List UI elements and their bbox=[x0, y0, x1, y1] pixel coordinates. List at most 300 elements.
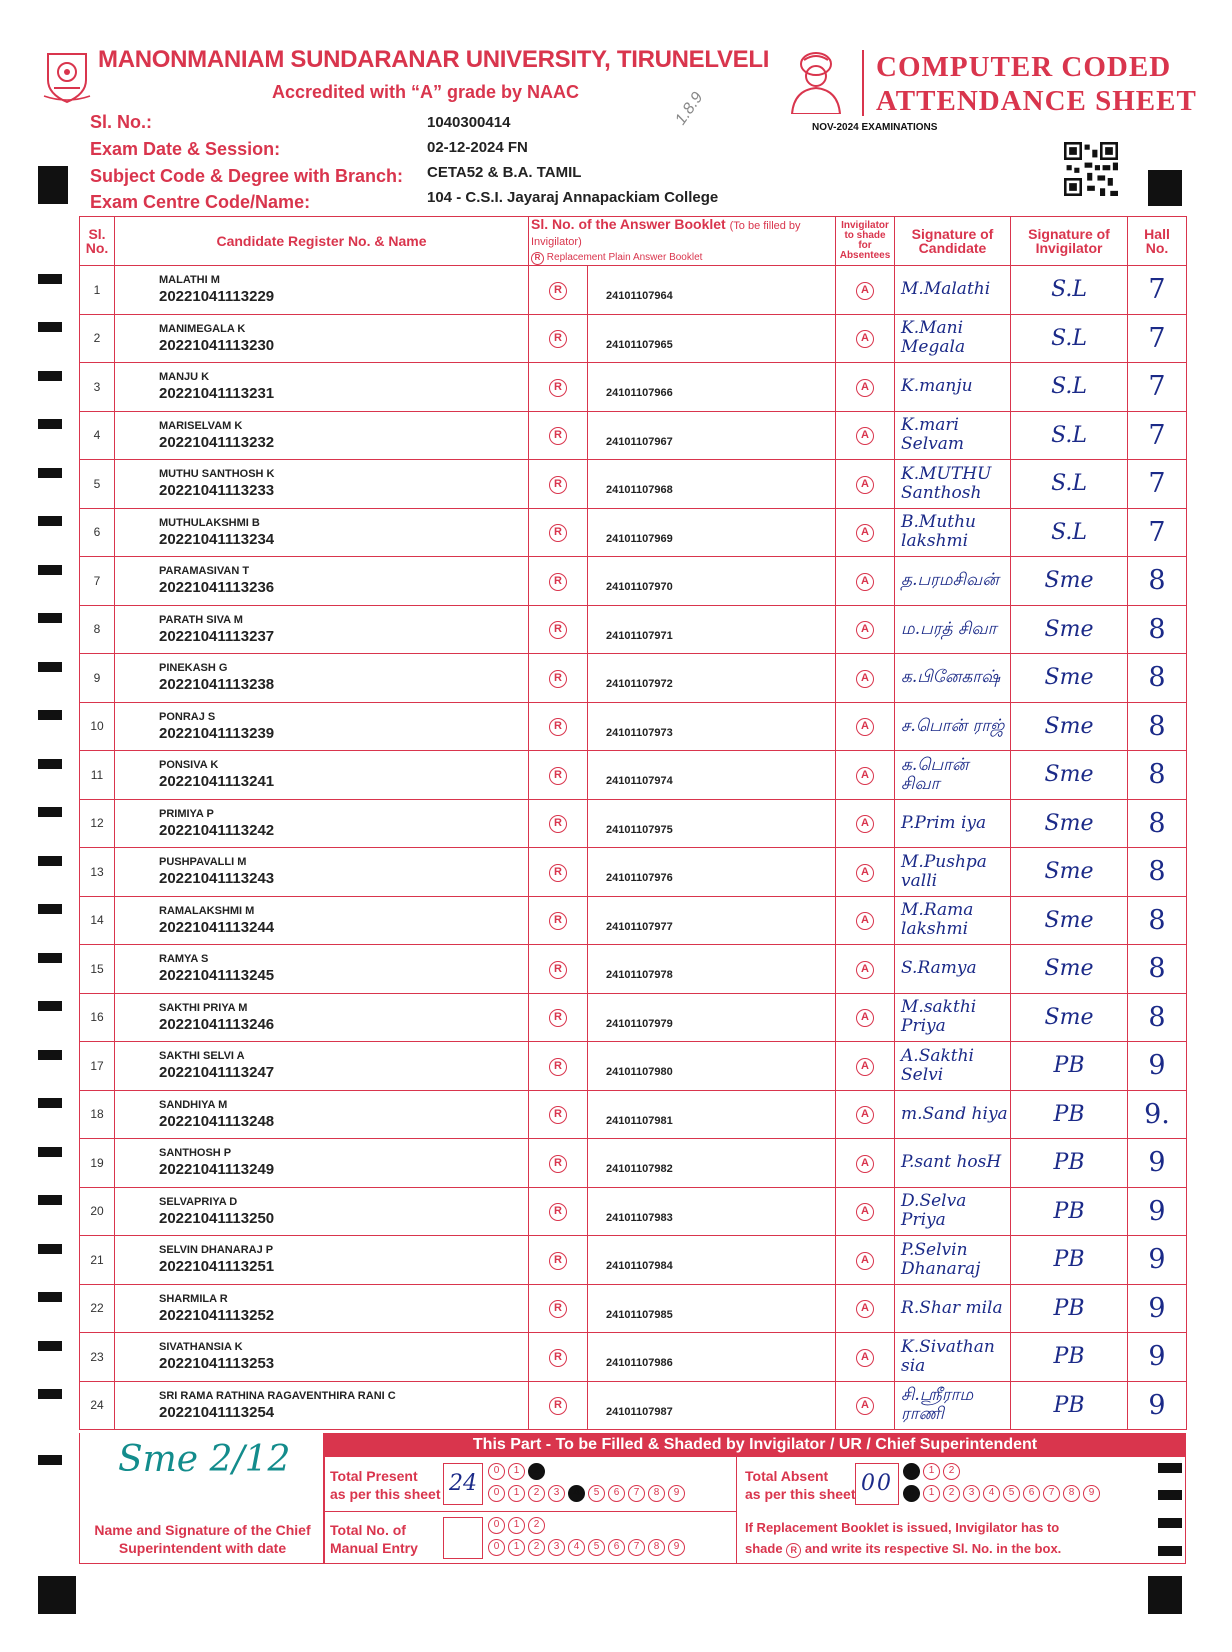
booklet-number[interactable]: 24101107985 bbox=[588, 1284, 836, 1333]
invigilator-signature[interactable]: PB bbox=[1011, 1139, 1128, 1188]
absent-tens-bubble[interactable]: 1 bbox=[923, 1463, 940, 1480]
present-units-bubble[interactable]: 9 bbox=[668, 1485, 685, 1502]
candidate-signature[interactable]: K.manju bbox=[895, 363, 1011, 412]
replacement-cell bbox=[529, 1090, 588, 1139]
row-sl-no: 12 bbox=[80, 799, 115, 848]
manual-units-bubble[interactable]: 7 bbox=[628, 1539, 645, 1556]
absent-tens-bubble[interactable]: 0 bbox=[903, 1463, 920, 1480]
absent-bubble[interactable]: A bbox=[856, 1106, 874, 1124]
row-sl-no: 23 bbox=[80, 1333, 115, 1382]
replacement-note bbox=[745, 1517, 1061, 1559]
absent-bubble[interactable]: A bbox=[856, 815, 874, 833]
booklet-number[interactable]: 24101107970 bbox=[588, 557, 836, 606]
booklet-number[interactable]: 24101107976 bbox=[588, 848, 836, 897]
candidate-signature[interactable]: P.Selvin Dhanaraj bbox=[895, 1236, 1011, 1285]
sheet-title bbox=[876, 50, 1197, 118]
row-sl-no: 20 bbox=[80, 1187, 115, 1236]
manual-units-bubble[interactable]: 6 bbox=[608, 1539, 625, 1556]
absent-bubble[interactable]: A bbox=[856, 476, 874, 494]
manual-units-bubble[interactable]: 2 bbox=[528, 1539, 545, 1556]
table-row bbox=[80, 314, 1187, 363]
invigilator-signature[interactable]: Sme bbox=[1011, 993, 1128, 1042]
replacement-bubble[interactable]: R bbox=[549, 427, 567, 445]
hall-number[interactable]: 8 bbox=[1128, 605, 1187, 654]
absent-units-bubble[interactable]: 9 bbox=[1083, 1485, 1100, 1502]
hall-number[interactable]: 7 bbox=[1128, 460, 1187, 509]
absent-units-bubble[interactable]: 6 bbox=[1023, 1485, 1040, 1502]
hall-number[interactable]: 8 bbox=[1128, 896, 1187, 945]
total-absent-label-1: Total Absent bbox=[745, 1468, 829, 1484]
replacement-bubble[interactable]: R bbox=[549, 621, 567, 639]
candidate-signature[interactable]: R.Shar mila bbox=[895, 1284, 1011, 1333]
replacement-cell bbox=[529, 751, 588, 800]
invigilator-signature[interactable]: S.L bbox=[1011, 363, 1128, 412]
replacement-cell bbox=[529, 848, 588, 897]
invigilator-signature[interactable]: Sme bbox=[1011, 848, 1128, 897]
hall-number[interactable]: 7 bbox=[1128, 508, 1187, 557]
invigilator-signature[interactable]: Sme bbox=[1011, 605, 1128, 654]
absent-bubble[interactable]: A bbox=[856, 912, 874, 930]
absent-tens-bubbles[interactable] bbox=[903, 1463, 963, 1480]
replacement-bubble[interactable]: R bbox=[549, 815, 567, 833]
absent-bubble[interactable]: A bbox=[856, 961, 874, 979]
replacement-cell bbox=[529, 1187, 588, 1236]
candidate-name: SANDHIYA M bbox=[159, 1098, 228, 1111]
row-candidate bbox=[115, 508, 529, 557]
booklet-number[interactable]: 24101107965 bbox=[588, 314, 836, 363]
replacement-bubble[interactable]: R bbox=[549, 282, 567, 300]
present-units-bubble[interactable]: 2 bbox=[528, 1485, 545, 1502]
invigilator-signature[interactable]: PB bbox=[1011, 1333, 1128, 1382]
replacement-bubble[interactable]: R bbox=[549, 1203, 567, 1221]
manual-tens-bubbles[interactable] bbox=[488, 1517, 548, 1534]
absent-cell bbox=[836, 896, 895, 945]
replacement-bubble[interactable]: R bbox=[549, 1155, 567, 1173]
hall-number[interactable]: 8 bbox=[1128, 654, 1187, 703]
present-units-bubble[interactable]: 5 bbox=[588, 1485, 605, 1502]
absent-bubble[interactable]: A bbox=[856, 427, 874, 445]
replacement-bubble[interactable]: R bbox=[549, 524, 567, 542]
absent-bubble[interactable]: A bbox=[856, 1300, 874, 1318]
candidate-name: SHARMILA R bbox=[159, 1292, 228, 1305]
invigilator-signature[interactable]: Sme bbox=[1011, 799, 1128, 848]
register-number: 20221041113233 bbox=[159, 482, 275, 500]
replacement-cell bbox=[529, 993, 588, 1042]
absent-bubble[interactable]: A bbox=[856, 282, 874, 300]
candidate-name: MARISELVAM K bbox=[159, 419, 243, 432]
invigilator-signature[interactable]: Sme bbox=[1011, 945, 1128, 994]
invigilator-signature[interactable]: PB bbox=[1011, 1187, 1128, 1236]
candidate-signature[interactable]: M.Malathi bbox=[895, 266, 1011, 315]
university-logo-icon bbox=[42, 50, 92, 104]
booklet-number[interactable]: 24101107974 bbox=[588, 751, 836, 800]
row-sl-no: 8 bbox=[80, 605, 115, 654]
manual-tens-bubble[interactable]: 2 bbox=[528, 1517, 545, 1534]
invigilator-signature[interactable]: PB bbox=[1011, 1090, 1128, 1139]
replacement-cell bbox=[529, 1333, 588, 1382]
invigilator-signature[interactable]: S.L bbox=[1011, 460, 1128, 509]
panel-divider-h bbox=[325, 1511, 736, 1512]
timing-mark bbox=[38, 1244, 62, 1254]
row-candidate bbox=[115, 1381, 529, 1430]
hall-number[interactable]: 7 bbox=[1128, 363, 1187, 412]
invigilator-signature[interactable]: Sme bbox=[1011, 702, 1128, 751]
sheet-title-line-2: ATTENDANCE SHEET bbox=[876, 85, 1197, 117]
absent-cell bbox=[836, 1187, 895, 1236]
manual-units-bubble[interactable]: 4 bbox=[568, 1539, 585, 1556]
replacement-bubble[interactable]: R bbox=[549, 1058, 567, 1076]
candidate-signature[interactable]: P.Prim iya bbox=[895, 799, 1011, 848]
booklet-number[interactable]: 24101107979 bbox=[588, 993, 836, 1042]
replacement-bubble[interactable]: R bbox=[549, 1349, 567, 1367]
absent-cell bbox=[836, 1139, 895, 1188]
present-units-bubbles[interactable] bbox=[488, 1485, 688, 1502]
manual-units-bubbles[interactable] bbox=[488, 1539, 688, 1556]
replacement-cell bbox=[529, 508, 588, 557]
candidate-signature[interactable]: m.Sand hiya bbox=[895, 1090, 1011, 1139]
candidate-name: PARATH SIVA M bbox=[159, 613, 243, 626]
replacement-note-shade: shade bbox=[745, 1541, 783, 1556]
register-number: 20221041113250 bbox=[159, 1209, 275, 1227]
replacement-bubble[interactable]: R bbox=[549, 379, 567, 397]
candidate-signature[interactable]: M.sakthi Priya bbox=[895, 993, 1011, 1042]
booklet-number[interactable]: 24101107980 bbox=[588, 1042, 836, 1091]
subject-value: CETA52 & B.A. TAMIL bbox=[427, 164, 582, 181]
candidate-name: RAMYA S bbox=[159, 953, 209, 966]
hall-number[interactable]: 9 bbox=[1128, 1187, 1187, 1236]
candidate-signature[interactable]: A.Sakthi Selvi bbox=[895, 1042, 1011, 1091]
booklet-number[interactable]: 24101107969 bbox=[588, 508, 836, 557]
present-tens-bubble[interactable]: 0 bbox=[488, 1463, 505, 1480]
hall-number[interactable]: 8 bbox=[1128, 848, 1187, 897]
absent-units-bubble[interactable]: 7 bbox=[1043, 1485, 1060, 1502]
candidate-signature[interactable]: M.Rama lakshmi bbox=[895, 896, 1011, 945]
row-sl-no: 16 bbox=[80, 993, 115, 1042]
replacement-cell bbox=[529, 896, 588, 945]
absent-units-bubble[interactable]: 5 bbox=[1003, 1485, 1020, 1502]
col-hall-text-1: Hall bbox=[1144, 226, 1170, 242]
replacement-bubble[interactable]: R bbox=[549, 1397, 567, 1415]
candidate-signature[interactable]: M.Pushpa valli bbox=[895, 848, 1011, 897]
register-number: 20221041113244 bbox=[159, 918, 275, 936]
booklet-number[interactable]: 24101107981 bbox=[588, 1090, 836, 1139]
absent-units-bubble[interactable]: 2 bbox=[943, 1485, 960, 1502]
hall-number[interactable]: 9 bbox=[1128, 1042, 1187, 1091]
invigilator-signature[interactable]: PB bbox=[1011, 1381, 1128, 1430]
present-units-bubble[interactable]: 1 bbox=[508, 1485, 525, 1502]
candidate-name: MUTHULAKSHMI B bbox=[159, 516, 260, 529]
register-number: 20221041113246 bbox=[159, 1015, 275, 1033]
present-units-bubble[interactable]: 6 bbox=[608, 1485, 625, 1502]
chief-signature: Sme 2/12 bbox=[118, 1439, 291, 1480]
invigilator-section-bar: This Part - To be Filled & Shaded by Invigilator / UR / Chief Superintendent bbox=[324, 1433, 1186, 1457]
booklet-number[interactable]: 24101107968 bbox=[588, 460, 836, 509]
manual-tens-bubble[interactable]: 1 bbox=[508, 1517, 525, 1534]
candidate-name: SANTHOSH P bbox=[159, 1147, 232, 1160]
invigilator-signature[interactable]: S.L bbox=[1011, 508, 1128, 557]
candidate-signature[interactable]: B.Muthu lakshmi bbox=[895, 508, 1011, 557]
replacement-note-line-2: and write its respective Sl. No. in the box. bbox=[804, 1541, 1062, 1556]
manual-units-bubble[interactable]: 8 bbox=[648, 1539, 665, 1556]
row-candidate bbox=[115, 799, 529, 848]
hall-number[interactable]: 9 bbox=[1128, 1236, 1187, 1285]
hall-number[interactable]: 8 bbox=[1128, 557, 1187, 606]
total-absent-box[interactable]: 00 bbox=[855, 1463, 899, 1505]
row-candidate bbox=[115, 848, 529, 897]
col-candidate-signature bbox=[895, 217, 1011, 266]
hall-number[interactable]: 8 bbox=[1128, 945, 1187, 994]
replacement-bubble[interactable]: R bbox=[549, 718, 567, 736]
absent-units-bubble[interactable]: 8 bbox=[1063, 1485, 1080, 1502]
hall-number[interactable]: 9 bbox=[1128, 1381, 1187, 1430]
present-units-bubble[interactable]: 3 bbox=[548, 1485, 565, 1502]
row-sl-no: 4 bbox=[80, 411, 115, 460]
replacement-bubble[interactable]: R bbox=[549, 573, 567, 591]
hall-number[interactable]: 7 bbox=[1128, 314, 1187, 363]
absent-bubble[interactable]: A bbox=[856, 1252, 874, 1270]
replacement-bubble[interactable]: R bbox=[549, 476, 567, 494]
absent-bubble[interactable]: A bbox=[856, 864, 874, 882]
invigilator-signature[interactable]: Sme bbox=[1011, 654, 1128, 703]
absent-bubble[interactable]: A bbox=[856, 573, 874, 591]
hall-number[interactable]: 9. bbox=[1128, 1090, 1187, 1139]
replacement-cell bbox=[529, 1284, 588, 1333]
booklet-number[interactable]: 24101107982 bbox=[588, 1139, 836, 1188]
chief-label: Name and Signature of the Chief Superintendent with date bbox=[94, 1522, 311, 1556]
row-candidate bbox=[115, 1187, 529, 1236]
replacement-bubble[interactable]: R bbox=[549, 961, 567, 979]
booklet-number[interactable]: 24101107966 bbox=[588, 363, 836, 412]
invigilator-signature[interactable]: Sme bbox=[1011, 557, 1128, 606]
timing-mark bbox=[38, 710, 62, 720]
col-sig-i-text-2: Invigilator bbox=[1035, 240, 1103, 256]
candidate-name: PONSIVA K bbox=[159, 759, 219, 772]
replacement-bubble[interactable]: R bbox=[549, 1106, 567, 1124]
register-number: 20221041113237 bbox=[159, 627, 275, 645]
booklet-number[interactable]: 24101107986 bbox=[588, 1333, 836, 1382]
timing-mark bbox=[38, 662, 62, 672]
register-number: 20221041113247 bbox=[159, 1064, 275, 1082]
candidate-signature[interactable]: க.பொன் சிவா bbox=[895, 751, 1011, 800]
present-tens-bubble[interactable]: 2 bbox=[528, 1463, 545, 1480]
replacement-bubble[interactable]: R bbox=[549, 767, 567, 785]
candidate-signature[interactable]: K.Sivathan sia bbox=[895, 1333, 1011, 1382]
col-absentee-shade bbox=[836, 217, 895, 266]
absent-bubble[interactable]: A bbox=[856, 670, 874, 688]
hall-number[interactable]: 9 bbox=[1128, 1139, 1187, 1188]
booklet-number[interactable]: 24101107967 bbox=[588, 411, 836, 460]
manual-units-bubble[interactable]: 0 bbox=[488, 1539, 505, 1556]
invigilator-signature[interactable]: Sme bbox=[1011, 751, 1128, 800]
replacement-bubble[interactable]: R bbox=[549, 330, 567, 348]
chief-superintendent-box bbox=[79, 1433, 324, 1564]
candidate-signature[interactable]: K.Mani Megala bbox=[895, 314, 1011, 363]
absent-cell bbox=[836, 605, 895, 654]
col-hall-no bbox=[1128, 217, 1187, 266]
replacement-bubble[interactable]: R bbox=[549, 1009, 567, 1027]
candidate-signature[interactable]: ச.பொன் ராஜ் bbox=[895, 702, 1011, 751]
col-booklet-note: (To be filled by Invigilator) bbox=[531, 220, 801, 248]
manual-units-bubble[interactable]: 5 bbox=[588, 1539, 605, 1556]
row-candidate bbox=[115, 702, 529, 751]
row-sl-no: 6 bbox=[80, 508, 115, 557]
hall-number[interactable]: 8 bbox=[1128, 993, 1187, 1042]
invigilator-signature[interactable]: S.L bbox=[1011, 314, 1128, 363]
absent-bubble[interactable]: A bbox=[856, 524, 874, 542]
replacement-cell bbox=[529, 799, 588, 848]
present-units-bubble[interactable]: 7 bbox=[628, 1485, 645, 1502]
present-units-bubble[interactable]: 4 bbox=[568, 1485, 585, 1502]
hall-number[interactable]: 9 bbox=[1128, 1333, 1187, 1382]
absent-bubble[interactable]: A bbox=[856, 1203, 874, 1221]
booklet-number[interactable]: 24101107975 bbox=[588, 799, 836, 848]
sl-no-label: Sl. No.: bbox=[90, 112, 152, 132]
register-number: 20221041113254 bbox=[159, 1403, 275, 1421]
absent-cell bbox=[836, 1090, 895, 1139]
replacement-bubble[interactable]: R bbox=[549, 670, 567, 688]
hall-number[interactable]: 8 bbox=[1128, 702, 1187, 751]
absent-bubble[interactable]: A bbox=[856, 767, 874, 785]
replacement-cell bbox=[529, 702, 588, 751]
candidate-signature[interactable]: K.mari Selvam bbox=[895, 411, 1011, 460]
invigilator-signature[interactable]: PB bbox=[1011, 1042, 1128, 1091]
manual-entry-label-1: Total No. of bbox=[330, 1522, 406, 1538]
hall-number[interactable]: 8 bbox=[1128, 799, 1187, 848]
header-divider bbox=[862, 50, 864, 116]
row-sl-no: 13 bbox=[80, 848, 115, 897]
row-candidate bbox=[115, 654, 529, 703]
absent-cell bbox=[836, 1284, 895, 1333]
candidate-signature[interactable]: D.Selva Priya bbox=[895, 1187, 1011, 1236]
timing-mark bbox=[38, 322, 62, 332]
absent-tens-bubble[interactable]: 2 bbox=[943, 1463, 960, 1480]
hall-number[interactable]: 7 bbox=[1128, 266, 1187, 315]
replacement-bubble[interactable]: R bbox=[549, 912, 567, 930]
replacement-cell bbox=[529, 1139, 588, 1188]
absent-bubble[interactable]: A bbox=[856, 621, 874, 639]
table-row bbox=[80, 508, 1187, 557]
row-candidate bbox=[115, 1333, 529, 1382]
present-tens-bubble[interactable]: 1 bbox=[508, 1463, 525, 1480]
candidate-signature[interactable]: க.பினேகாஷ் bbox=[895, 654, 1011, 703]
invigilator-signature[interactable]: PB bbox=[1011, 1236, 1128, 1285]
booklet-number[interactable]: 24101107983 bbox=[588, 1187, 836, 1236]
candidate-name: SELVIN DHANARAJ P bbox=[159, 1244, 274, 1257]
total-absent-label bbox=[745, 1467, 856, 1503]
accreditation-text: Accredited with “A” grade by NAAC bbox=[272, 82, 580, 102]
invigilator-signature[interactable]: S.L bbox=[1011, 411, 1128, 460]
hall-number[interactable]: 9 bbox=[1128, 1284, 1187, 1333]
absent-units-bubble[interactable]: 1 bbox=[923, 1485, 940, 1502]
register-number: 20221041113253 bbox=[159, 1355, 275, 1373]
absent-bubble[interactable]: A bbox=[856, 1349, 874, 1367]
manual-tens-bubble[interactable]: 0 bbox=[488, 1517, 505, 1534]
manual-units-bubble[interactable]: 3 bbox=[548, 1539, 565, 1556]
register-number: 20221041113236 bbox=[159, 579, 275, 597]
absent-bubble[interactable]: A bbox=[856, 330, 874, 348]
register-number: 20221041113248 bbox=[159, 1112, 275, 1130]
absent-units-bubbles[interactable] bbox=[903, 1485, 1103, 1502]
absent-cell bbox=[836, 702, 895, 751]
absent-units-bubble[interactable]: 3 bbox=[963, 1485, 980, 1502]
corner-mark bbox=[38, 166, 68, 204]
total-present-box[interactable]: 24 bbox=[443, 1463, 483, 1505]
absent-bubble[interactable]: A bbox=[856, 1009, 874, 1027]
hall-number[interactable]: 8 bbox=[1128, 751, 1187, 800]
row-sl-no: 7 bbox=[80, 557, 115, 606]
absent-units-bubble[interactable]: 4 bbox=[983, 1485, 1000, 1502]
timing-mark bbox=[38, 419, 62, 429]
invigilator-signature[interactable]: S.L bbox=[1011, 266, 1128, 315]
manual-entry-label bbox=[330, 1521, 418, 1557]
booklet-number[interactable]: 24101107984 bbox=[588, 1236, 836, 1285]
booklet-number[interactable]: 24101107977 bbox=[588, 896, 836, 945]
replacement-bubble[interactable]: R bbox=[549, 1300, 567, 1318]
register-number: 20221041113232 bbox=[159, 433, 275, 451]
candidate-signature[interactable]: P.sant hosH bbox=[895, 1139, 1011, 1188]
timing-mark bbox=[38, 1147, 62, 1157]
absent-units-bubble[interactable]: 0 bbox=[903, 1485, 920, 1502]
timing-mark bbox=[38, 807, 62, 817]
table-row bbox=[80, 1090, 1187, 1139]
present-tens-bubbles[interactable] bbox=[488, 1463, 548, 1480]
total-absent-label-2: as per this sheet bbox=[745, 1486, 856, 1502]
booklet-number[interactable]: 24101107971 bbox=[588, 605, 836, 654]
candidate-signature[interactable]: த.பரமசிவன் bbox=[895, 557, 1011, 606]
absent-bubble[interactable]: A bbox=[856, 1155, 874, 1173]
row-candidate bbox=[115, 1042, 529, 1091]
exam-date-label: Exam Date & Session: bbox=[90, 139, 281, 159]
replacement-bubble[interactable]: R bbox=[549, 864, 567, 882]
pencil-note: 1.8.9 bbox=[672, 89, 707, 129]
invigilator-signature[interactable]: Sme bbox=[1011, 896, 1128, 945]
absent-bubble[interactable]: A bbox=[856, 718, 874, 736]
timing-mark bbox=[38, 516, 62, 526]
candidate-name: SIVATHANSIA K bbox=[159, 1341, 243, 1354]
present-units-bubble[interactable]: 8 bbox=[648, 1485, 665, 1502]
absent-bubble[interactable]: A bbox=[856, 379, 874, 397]
manual-units-bubble[interactable]: 9 bbox=[668, 1539, 685, 1556]
row-sl-no: 21 bbox=[80, 1236, 115, 1285]
manual-units-bubble[interactable]: 1 bbox=[508, 1539, 525, 1556]
timing-mark bbox=[38, 1195, 62, 1205]
absent-bubble[interactable]: A bbox=[856, 1058, 874, 1076]
table-row bbox=[80, 363, 1187, 412]
col-replacement-note: Replacement Plain Answer Booklet bbox=[546, 252, 703, 263]
replacement-bubble[interactable]: R bbox=[549, 1252, 567, 1270]
booklet-number[interactable]: 24101107972 bbox=[588, 654, 836, 703]
candidate-signature[interactable]: K.MUTHU Santhosh bbox=[895, 460, 1011, 509]
row-sl-no: 1 bbox=[80, 266, 115, 315]
manual-entry-box[interactable] bbox=[443, 1517, 483, 1559]
candidate-signature[interactable]: ம.பரத் சிவா bbox=[895, 605, 1011, 654]
absent-cell bbox=[836, 557, 895, 606]
booklet-number[interactable]: 24101107964 bbox=[588, 266, 836, 315]
invigilator-signature[interactable]: PB bbox=[1011, 1284, 1128, 1333]
booklet-number[interactable]: 24101107987 bbox=[588, 1381, 836, 1430]
hall-number[interactable]: 7 bbox=[1128, 411, 1187, 460]
booklet-number[interactable]: 24101107978 bbox=[588, 945, 836, 994]
candidate-signature[interactable]: S.Ramya bbox=[895, 945, 1011, 994]
absent-bubble[interactable]: A bbox=[856, 1397, 874, 1415]
table-row bbox=[80, 848, 1187, 897]
replacement-cell bbox=[529, 460, 588, 509]
candidate-signature[interactable]: சி.ஸ்ரீராம ராணி bbox=[895, 1381, 1011, 1430]
booklet-number[interactable]: 24101107973 bbox=[588, 702, 836, 751]
candidate-name: PINEKASH G bbox=[159, 662, 228, 675]
attendance-rows bbox=[80, 266, 1187, 1430]
present-units-bubble[interactable]: 0 bbox=[488, 1485, 505, 1502]
